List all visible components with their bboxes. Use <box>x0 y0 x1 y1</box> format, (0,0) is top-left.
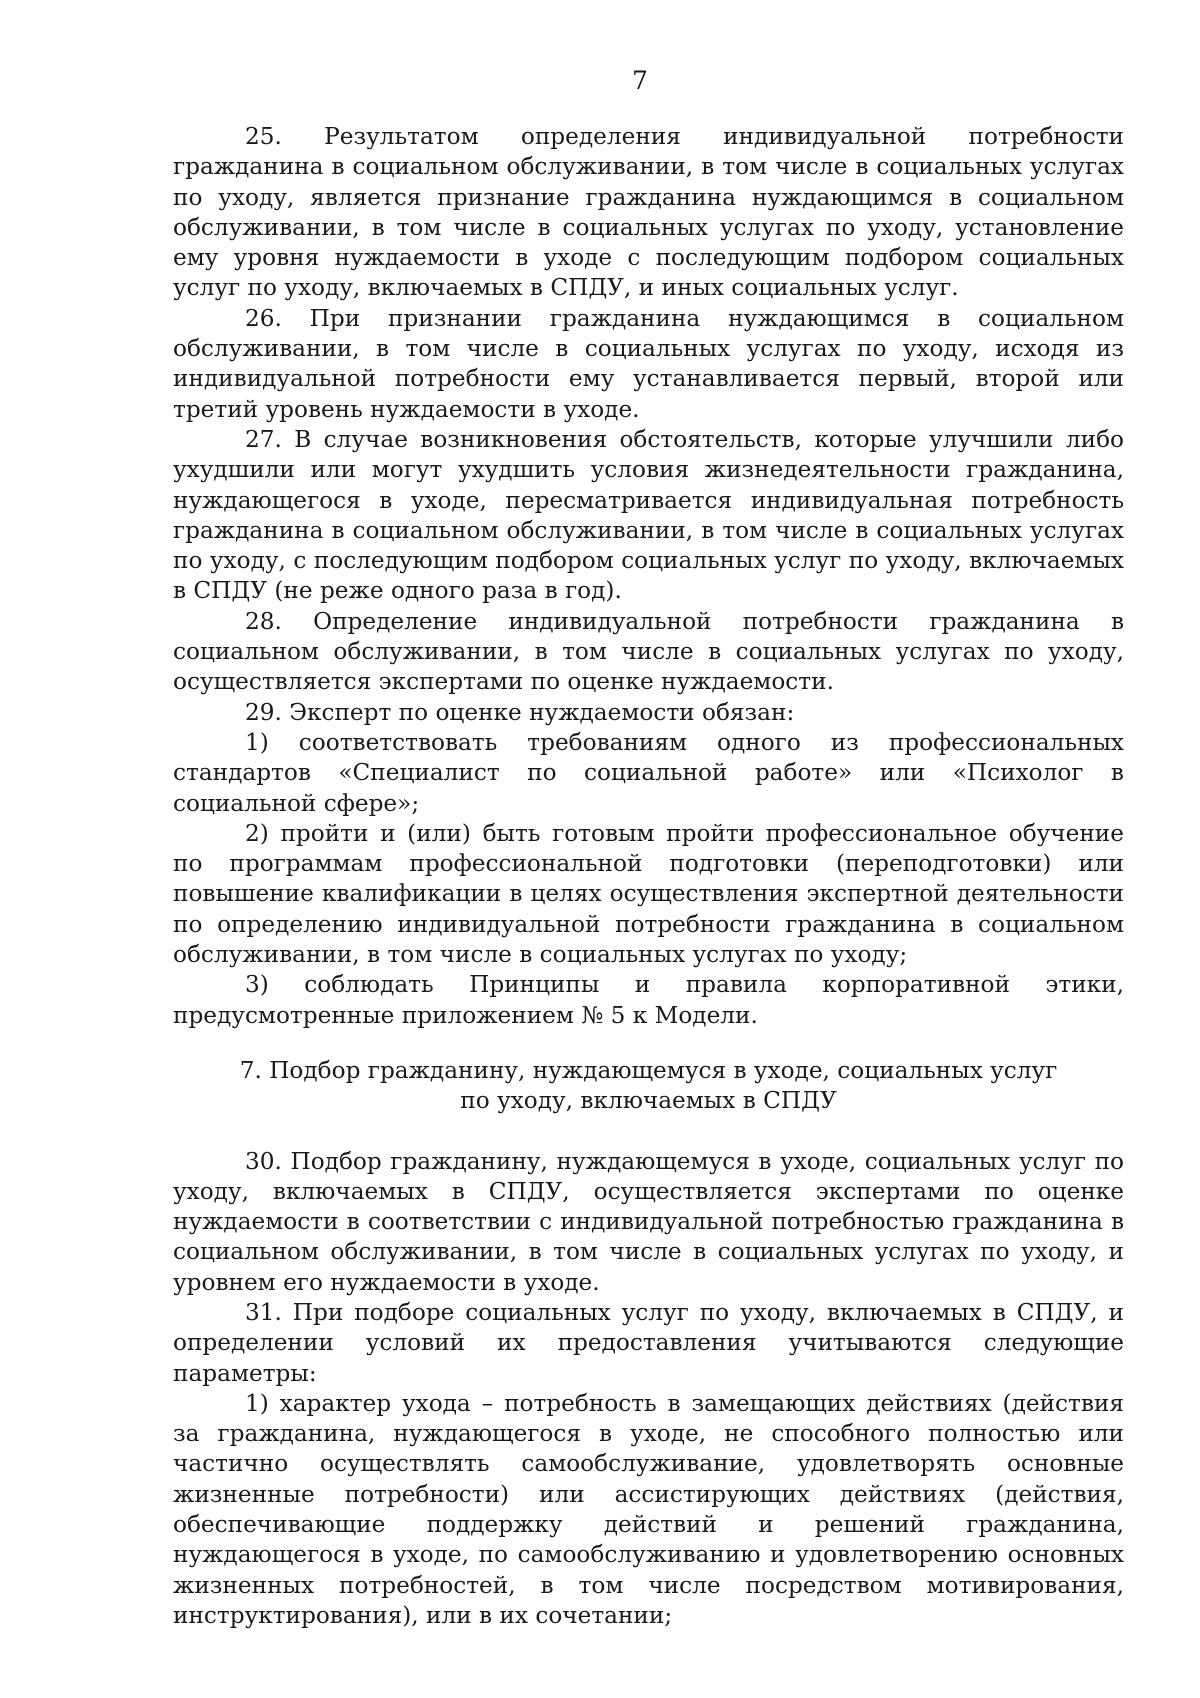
paragraph-28: 28. Определение индивидуальной потребности гражданина в социальном обслуживании, в том числе в социальных услугах по уходу, осуществляется экспертами по оценке нуждаемости. <box>173 607 1124 696</box>
paragraph-25: 25. Результатом определения индивидуальной потребности гражданина в социальном обслуживании, в том числе в социальных услугах по уходу, является признание гражданина нуждающимся в социальном обслуживании, в том числе в социальных услугах по уходу, установление ему уровня нуждаемости в уходе с последующим подбором социальных услуг по уходу, включаемых в СПДУ, и иных социальных услуг. <box>173 123 1124 302</box>
section-heading-line-2: по уходу, включаемых в СПДУ <box>460 1087 837 1115</box>
section-heading <box>173 1056 1124 1117</box>
paragraph-29: 29. Эксперт по оценке нуждаемости обязан: <box>245 698 795 726</box>
paragraph-26: 26. При признании гражданина нуждающимся в социальном обслуживании, в том числе в социальных услугах по уходу, исходя из индивидуальной потребности ему устанавливается первый, второй или третий уровень нуждаемости в уходе. <box>173 304 1124 423</box>
list-item-29-2: 2) пройти и (или) быть готовым пройти профессиональное обучение по программам профессиональной подготовки (переподготовки) или повышение квалификации в целях осуществления экспертной деятельности по определению индивидуальной потребности гражданина в социальном обслуживании, в том числе в социальных услугах по уходу; <box>173 819 1124 969</box>
page-number: 7 <box>632 66 648 95</box>
list-item-31-1: 1) характер ухода – потребность в замещающих действиях (действия за гражданина, нуждающегося в уходе, не способного полностью или частично осуществлять самообслуживание, удовлетворять основные жизненные потребности) или ассистирующих действиях (действия, обеспечивающие поддержку действий и решений гражданина, нуждающегося в уходе, по самообслуживанию и удовлетворению основных жизненных потребностей, в том числе посредством мотивирования, инструктирования), или в их сочетании; <box>173 1389 1124 1629</box>
paragraph-30: 30. Подбор гражданину, нуждающемуся в уходе, социальных услуг по уходу, включаемых в СПДУ, осуществляется экспертами по оценке нуждаемости в соответствии с индивидуальной потребностью гражданина в социальном обслуживании, в том числе в социальных услугах по уходу, и уровнем его нуждаемости в уходе. <box>173 1147 1124 1296</box>
document-body <box>173 122 1124 1631</box>
paragraph-31: 31. При подборе социальных услуг по уходу, включаемых в СПДУ, и определении условий их предоставления учитываются следующие параметры: <box>173 1298 1124 1387</box>
paragraph-27: 27. В случае возникновения обстоятельств, которые улучшили либо ухудшили или могут ухудшить условия жизнедеятельности гражданина, нуждающегося в уходе, пересматривается индивидуальная потребность гражданина в социальном обслуживании, в том числе в социальных услугах по уходу, с последующим подбором социальных услуг по уходу, включаемых в СПДУ (не реже одного раза в год). <box>173 425 1124 605</box>
section-heading-line-1: 7. Подбор гражданину, нуждающемуся в уходе, социальных услуг <box>239 1056 1058 1084</box>
list-item-29-1: 1) соответствовать требованиям одного из профессиональных стандартов «Специалист по социальной работе» или «Психолог в социальной сфере»; <box>173 728 1124 817</box>
list-item-29-3: 3) соблюдать Принципы и правила корпоративной этики, предусмотренные приложением № 5 к Модели. <box>173 971 1124 1029</box>
